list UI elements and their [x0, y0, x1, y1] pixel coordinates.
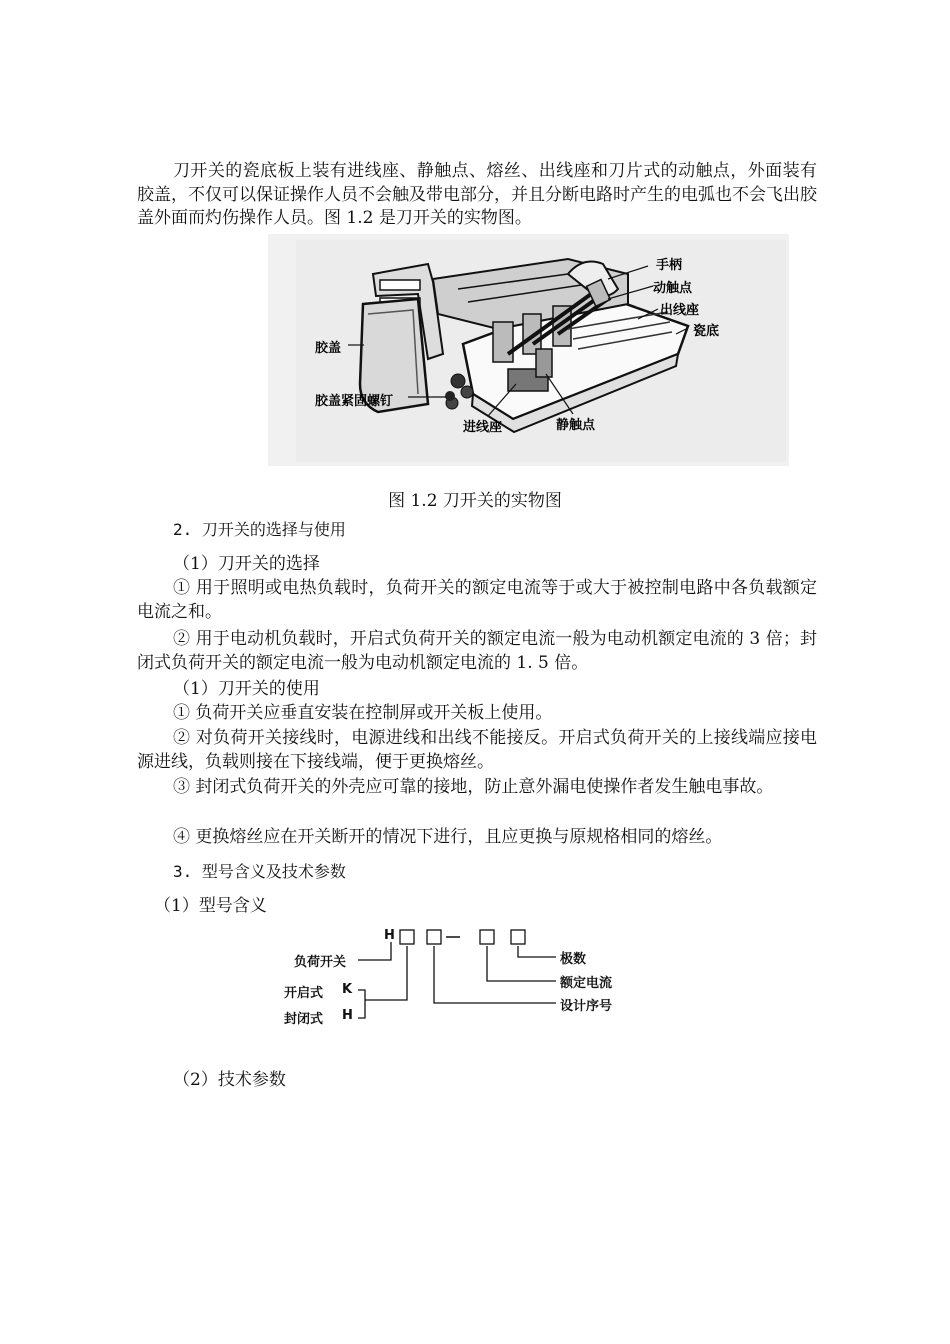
model-prefix: H: [384, 928, 395, 943]
label-cover: 胶盖: [315, 341, 342, 356]
section2-sub2-title: （1）刀开关的使用: [173, 679, 320, 699]
usage-item-4: ④ 更换熔丝应在开关断开的情况下进行，且应更换与原规格相同的熔丝。: [173, 827, 723, 847]
label-inlet-seat: 进线座: [463, 420, 503, 435]
label-porcelain-base: 瓷底: [693, 324, 720, 339]
section3-sub2-title: （2）技术参数: [173, 1070, 286, 1090]
section2-heading: 2. 刀开关的选择与使用: [173, 520, 346, 539]
knife-switch-drawing: [268, 234, 789, 466]
label-outlet-seat: 出线座: [660, 303, 700, 318]
knife-switch-figure: [268, 234, 789, 466]
selection-item-1: ① 用于照明或电热负载时，负荷开关的额定电流等于或大于被控制电路中各负载额定电流之和。: [137, 578, 817, 622]
figure-caption: 图 1.2 刀开关的实物图: [388, 491, 562, 511]
section3-sub1-title: （1）型号含义: [154, 896, 267, 916]
label-cover-screw: 胶盖紧固螺钉: [315, 394, 394, 409]
model-rated-current: 额定电流: [560, 976, 613, 991]
model-closed-type: 封闭式: [284, 1012, 324, 1027]
model-open-type: 开启式: [284, 986, 324, 1001]
selection-item-2: ② 用于电动机负载时，开启式负荷开关的额定电流一般为电动机额定电流的 3 倍；封闭式负荷开关的额定电流一般为电动机额定电流的 1. 5 倍。: [137, 629, 817, 673]
label-handle: 手柄: [656, 258, 683, 273]
model-load-switch: 负荷开关: [294, 955, 347, 970]
usage-item-1: ① 负荷开关应垂直安装在控制屏或开关板上使用。: [173, 703, 553, 723]
model-closed-code: H: [342, 1008, 353, 1023]
section3-heading: 3. 型号含义及技术参数: [173, 862, 346, 881]
model-poles: 极数: [560, 952, 587, 967]
usage-item-3: ③ 封闭式负荷开关的外壳应可靠的接地，防止意外漏电使操作者发生触电事故。: [173, 777, 774, 797]
label-moving-contact: 动触点: [653, 281, 693, 296]
usage-item-2: ② 对负荷开关接线时，电源进线和出线不能接反。开启式负荷开关的上接线端应接电源进线，负载则接在下接线端，便于更换熔丝。: [137, 728, 817, 772]
label-static-contact: 静触点: [556, 418, 596, 433]
intro-paragraph: 刀开关的瓷底板上装有进线座、静触点、熔丝、出线座和刀片式的动触点，外面装有胶盖，不仅可以保证操作人员不会触及带电部分，并且分断电路时产生的电弧也不会飞出胶盖外面而灼伤操作人员。图 1.2 是刀开关的实物图。: [137, 161, 817, 228]
section2-sub1-title: （1）刀开关的选择: [173, 554, 320, 574]
model-code-diagram: [270, 920, 650, 1030]
model-open-code: K: [342, 982, 353, 997]
model-design-no: 设计序号: [560, 999, 613, 1014]
